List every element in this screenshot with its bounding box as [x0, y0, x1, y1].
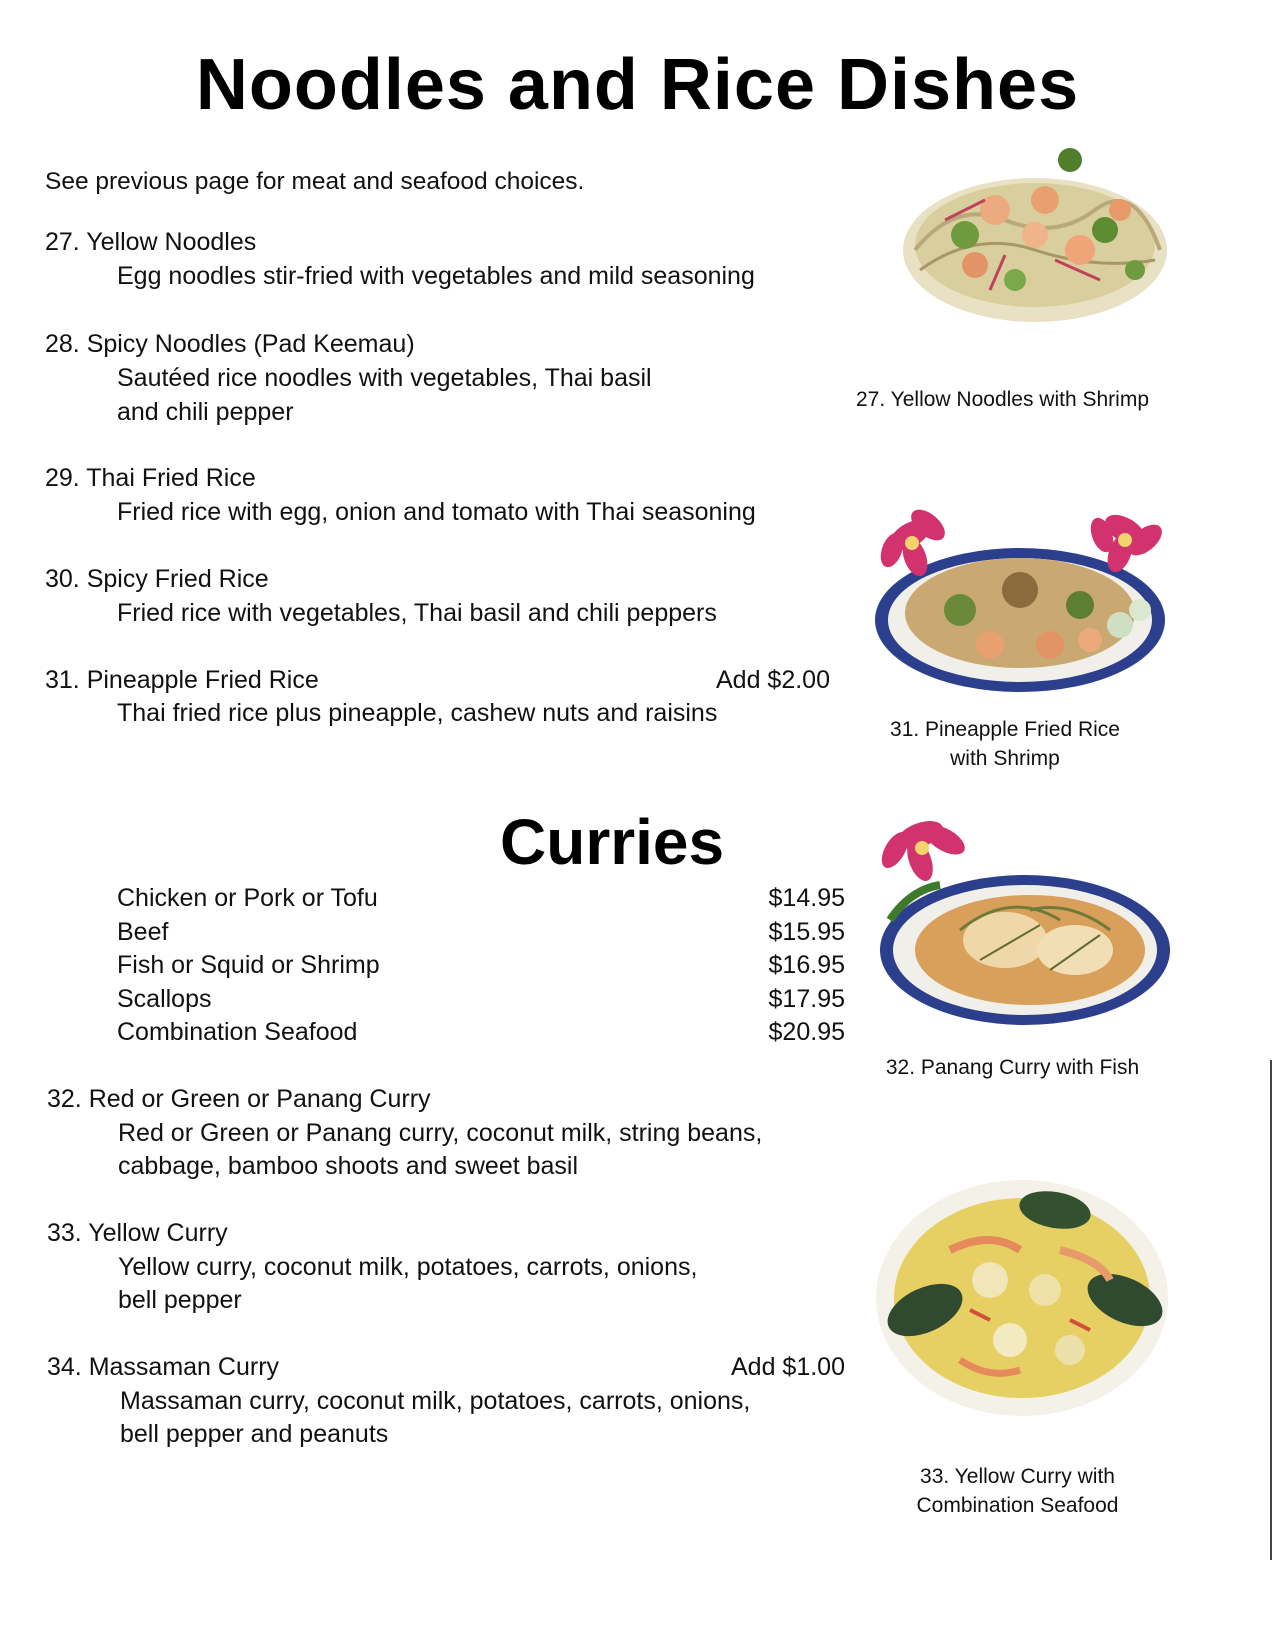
- curry-option-label: Fish or Squid or Shrimp: [117, 951, 380, 979]
- page-title: Noodles and Rice Dishes: [195, 45, 1080, 125]
- yellow-noodles-photo: [895, 140, 1175, 340]
- curry-option-price: $15.95: [768, 918, 845, 946]
- menu-item-name: 29. Thai Fried Rice: [45, 464, 256, 492]
- curry-option-price: $20.95: [768, 1018, 845, 1046]
- menu-item-description: bell pepper and peanuts: [120, 1420, 389, 1448]
- intro-note: See previous page for meat and seafood choices.: [45, 168, 585, 195]
- yellow-curry-photo: [870, 1170, 1175, 1420]
- panang-curry-photo: [860, 810, 1175, 1030]
- menu-item-description: cabbage, bamboo shoots and sweet basil: [118, 1152, 579, 1180]
- menu-item-name: 33. Yellow Curry: [47, 1219, 228, 1247]
- menu-item-description: Massaman curry, coconut milk, potatoes, carrots, onions,: [120, 1387, 751, 1415]
- section-title: Curries: [500, 806, 725, 878]
- photo-caption: 27. Yellow Noodles with Shrimp: [856, 388, 1149, 411]
- curry-option-label: Chicken or Pork or Tofu: [117, 884, 378, 912]
- menu-item-name: 27. Yellow Noodles: [45, 228, 257, 256]
- menu-item-description: Egg noodles stir-fried with vegetables and mild seasoning: [117, 262, 755, 290]
- curry-option-price: $14.95: [768, 884, 845, 912]
- menu-item-description: Yellow curry, coconut milk, potatoes, carrots, onions,: [118, 1253, 698, 1281]
- menu-item-description: Fried rice with vegetables, Thai basil and chili peppers: [117, 599, 717, 627]
- curry-option-price: $17.95: [768, 985, 845, 1013]
- menu-item-name: 28. Spicy Noodles (Pad Keemau): [45, 330, 415, 358]
- curry-option-label: Beef: [117, 918, 169, 946]
- photo-caption: 33. Yellow Curry with: [920, 1465, 1115, 1488]
- photo-caption: 32. Panang Curry with Fish: [885, 1056, 1140, 1079]
- photo-caption: Combination Seafood: [916, 1494, 1119, 1517]
- menu-item-price: Add $1.00: [731, 1353, 845, 1381]
- page-edge-line: [1270, 1060, 1272, 1560]
- pineapple-fried-rice-photo: [870, 495, 1175, 700]
- menu-item-price: Add $2.00: [716, 666, 830, 694]
- menu-item-name: 31. Pineapple Fried Rice: [45, 666, 319, 694]
- menu-item-description: bell pepper: [118, 1286, 242, 1314]
- menu-item-description: Sautéed rice noodles with vegetables, Thai basil: [117, 364, 652, 392]
- menu-item-description: Fried rice with egg, onion and tomato with Thai seasoning: [117, 498, 756, 526]
- menu-item-name: 34. Massaman Curry: [47, 1353, 280, 1381]
- menu-item-description: Red or Green or Panang curry, coconut milk, string beans,: [118, 1119, 763, 1147]
- curry-option-label: Scallops: [117, 985, 212, 1013]
- menu-item-name: 30. Spicy Fried Rice: [45, 565, 269, 593]
- menu-item-description: and chili pepper: [117, 398, 294, 426]
- menu-item-description: Thai fried rice plus pineapple, cashew nuts and raisins: [117, 699, 718, 727]
- photo-caption: with Shrimp: [950, 747, 1060, 770]
- photo-caption: 31. Pineapple Fried Rice: [890, 718, 1120, 741]
- curry-option-price: $16.95: [768, 951, 845, 979]
- curry-option-label: Combination Seafood: [117, 1018, 358, 1046]
- menu-item-name: 32. Red or Green or Panang Curry: [47, 1085, 431, 1113]
